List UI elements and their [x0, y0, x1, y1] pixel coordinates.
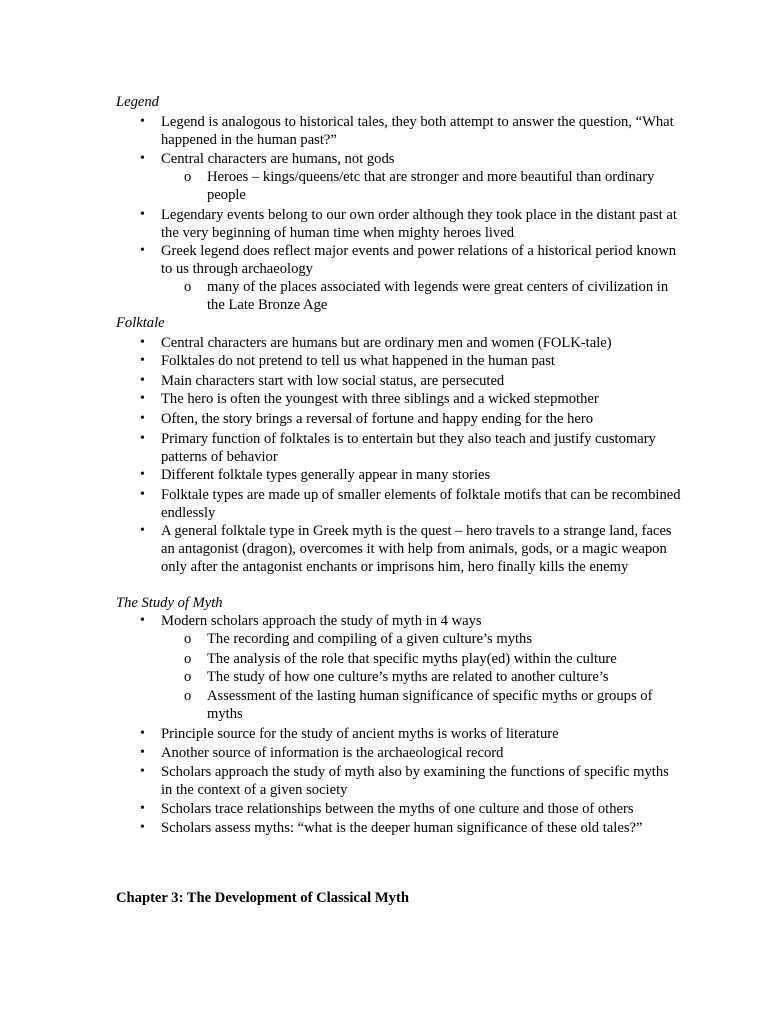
- list-item-text: Scholars trace relationships between the myths of one culture and those of others: [161, 801, 634, 817]
- sub-bullet-marker: o: [184, 669, 192, 685]
- list-item-text: Another source of information is the archaeological record: [161, 745, 504, 761]
- bullet-marker: •: [140, 431, 145, 446]
- list-item-text: Principle source for the study of ancient myths is works of literature: [161, 726, 559, 742]
- list-item-text: Different folktale types generally appear in many stories: [161, 467, 491, 483]
- list-item-text: Folktale types are made up of smaller elements of folktale motifs that can be recombined endlessly: [161, 487, 681, 522]
- list-item: [140, 800, 701, 818]
- list-item: [140, 486, 681, 522]
- list-item: [140, 763, 681, 799]
- sub-list-item: [184, 630, 677, 648]
- list-item-text: Legend is analogous to historical tales, they both attempt to answer the question, “What happened in the human past?”: [161, 114, 674, 149]
- list-item-text: Assessment of the lasting human significance of specific myths or groups of myths: [207, 688, 653, 723]
- bullet-marker: •: [140, 820, 145, 835]
- list-item-text: Folktales do not pretend to tell us what happened in the human past: [161, 353, 555, 369]
- list-item: [140, 744, 681, 762]
- sub-list-item: [184, 668, 677, 686]
- list-item: [140, 352, 681, 370]
- list-item: [140, 819, 721, 837]
- list-item: [140, 430, 681, 466]
- sub-list-item: [184, 687, 677, 723]
- list-item-text: The hero is often the youngest with three siblings and a wicked stepmother: [161, 391, 599, 407]
- bullet-marker: •: [140, 523, 145, 538]
- section-heading-folktale: Folktale: [116, 315, 165, 331]
- list-item: [140, 725, 681, 743]
- list-item-text: Modern scholars approach the study of myth in 4 ways: [161, 613, 482, 629]
- sub-bullet-marker: o: [184, 279, 192, 295]
- sub-bullet-marker: o: [184, 688, 192, 704]
- list-item-text: Often, the story brings a reversal of fortune and happy ending for the hero: [161, 411, 593, 427]
- sub-bullet-marker: o: [184, 631, 192, 647]
- bullet-marker: •: [140, 207, 145, 222]
- list-item-text: Scholars assess myths: “what is the deeper human significance of these old tales?”: [161, 820, 643, 836]
- bullet-marker: •: [140, 335, 145, 350]
- list-item: [140, 410, 681, 428]
- section-heading-legend: Legend: [116, 94, 159, 110]
- list-item: [140, 206, 681, 242]
- sub-bullet-marker: o: [184, 169, 192, 185]
- list-item-text: The study of how one culture’s myths are related to another culture’s: [207, 669, 609, 685]
- bullet-marker: •: [140, 487, 145, 502]
- bullet-marker: •: [140, 801, 145, 816]
- bullet-marker: •: [140, 391, 145, 406]
- list-item: [140, 612, 681, 630]
- list-item: [140, 242, 681, 278]
- bullet-marker: •: [140, 353, 145, 368]
- sub-list-item: [184, 168, 677, 204]
- bullet-marker: •: [140, 764, 145, 779]
- list-item: [140, 522, 681, 577]
- list-item-text: Central characters are humans but are ordinary men and women (FOLK-tale): [161, 335, 612, 351]
- list-item-text: Scholars approach the study of myth also by examining the functions of specific myths in the context of a given society: [161, 764, 669, 799]
- section-heading-study-of-myth: The Study of Myth: [116, 595, 223, 611]
- list-item: [140, 390, 681, 408]
- sub-list-item: [184, 278, 677, 314]
- bullet-marker: •: [140, 373, 145, 388]
- sub-list-item: [184, 650, 677, 668]
- list-item-text: The analysis of the role that specific myths play(ed) within the culture: [207, 651, 617, 667]
- list-item: [140, 113, 681, 149]
- list-item-text: A general folktale type in Greek myth is the quest – hero travels to a strange land, faces an antagonist (dragon), overcomes it with help from animals, gods, or a magic weapon only after the antagonist enchants or imprisons him, hero finally kills the enemy: [161, 523, 672, 576]
- list-item: [140, 150, 681, 168]
- bullet-marker: •: [140, 745, 145, 760]
- bullet-marker: •: [140, 726, 145, 741]
- list-item-text: The recording and compiling of a given culture’s myths: [207, 631, 533, 647]
- list-item: [140, 334, 681, 352]
- bullet-marker: •: [140, 467, 145, 482]
- list-item-text: Greek legend does reflect major events and power relations of a historical period known to us through archaeology: [161, 243, 677, 278]
- bullet-marker: •: [140, 243, 145, 258]
- list-item-text: Main characters start with low social status, are persecuted: [161, 373, 505, 389]
- list-item-text: Central characters are humans, not gods: [161, 151, 395, 167]
- list-item: [140, 372, 681, 390]
- bullet-marker: •: [140, 411, 145, 426]
- bullet-marker: •: [140, 613, 145, 628]
- sub-bullet-marker: o: [184, 651, 192, 667]
- chapter-title: Chapter 3: The Development of Classical Myth: [116, 890, 409, 906]
- list-item: [140, 466, 681, 484]
- list-item-text: Legendary events belong to our own order although they took place in the distant past at the very beginning of human time when mighty heroes lived: [161, 207, 677, 242]
- list-item-text: Heroes – kings/queens/etc that are stronger and more beautiful than ordinary people: [207, 169, 655, 204]
- bullet-marker: •: [140, 151, 145, 166]
- bullet-marker: •: [140, 114, 145, 129]
- list-item-text: Primary function of folktales is to entertain but they also teach and justify customary patterns of behavior: [161, 431, 656, 466]
- list-item-text: many of the places associated with legends were great centers of civilization in the Late Bronze Age: [207, 279, 669, 314]
